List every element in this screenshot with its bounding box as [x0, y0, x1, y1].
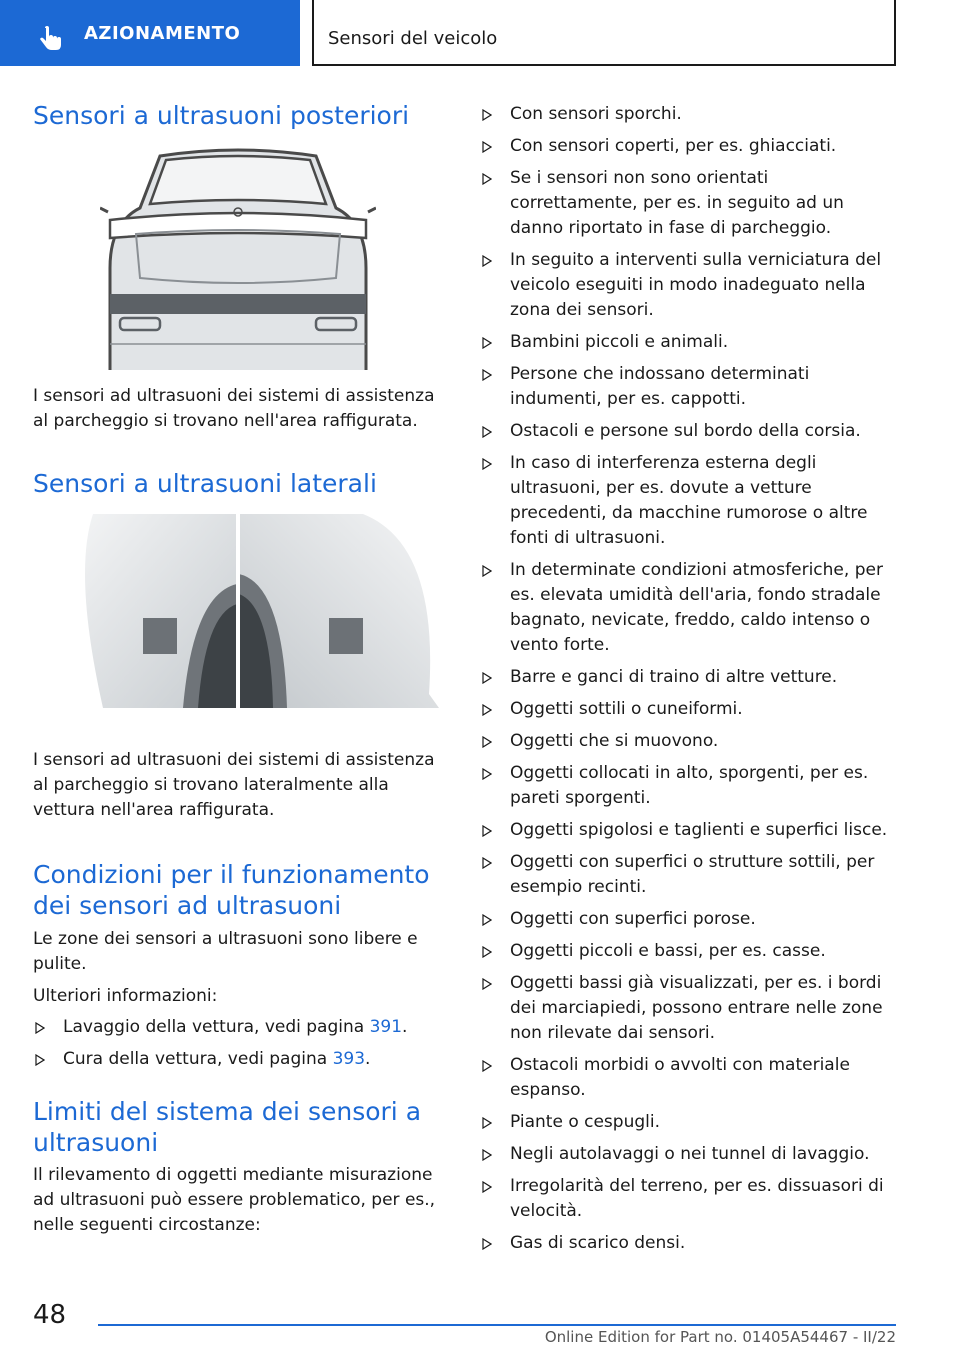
- paragraph-side-sensors: I sensori ad ultrasuoni dei sistemi di assistenza al parcheggio si trovano lateralmente alla vettura nell'area raffigurata.: [33, 750, 435, 820]
- triangle-bullet-icon: [482, 565, 492, 577]
- triangle-bullet-icon: [35, 1022, 45, 1034]
- triangle-bullet-icon: [482, 1181, 492, 1193]
- list-item-text: Ostacoli e persone sul bordo della corsia.: [510, 421, 861, 441]
- triangle-bullet-icon: [482, 857, 492, 869]
- list-item-text: In determinate condizioni atmosferiche, per es. elevata umidità dell'aria, fondo stradale bagnato, nevicate, freddo, caldo intenso o vento forte.: [510, 560, 883, 655]
- list-item: [480, 665, 900, 690]
- list-item-text: Persone che indossano determinati indumenti, per es. cappotti.: [510, 364, 810, 409]
- page-link-391[interactable]: 391: [369, 1017, 403, 1037]
- triangle-bullet-icon: [482, 768, 492, 780]
- heading-limits: Limiti del sistema dei sensori a ultrasuoni: [33, 1097, 422, 1157]
- list-item: [480, 729, 900, 754]
- list-item-text: Gas di scarico densi.: [510, 1233, 686, 1253]
- list-item: [480, 939, 900, 964]
- list-item-text: Oggetti che si muovono.: [510, 731, 719, 751]
- list-item-text: Se i sensori non sono orientati correttamente, per es. in seguito ad un danno riportato in fase di parcheggio.: [510, 168, 844, 238]
- list-item-text: Con sensori coperti, per es. ghiacciati.: [510, 136, 837, 156]
- triangle-bullet-icon: [482, 1238, 492, 1250]
- list-item-text: Oggetti sottili o cuneiformi.: [510, 699, 743, 719]
- list-item: [33, 1015, 453, 1040]
- list-item-text: Oggetti bassi già visualizzati, per es. i bordi dei marciapiedi, possono entrare nelle zone non rilevate dai sensori.: [510, 973, 883, 1043]
- list-item: [480, 134, 900, 159]
- reference-end: .: [402, 1017, 408, 1037]
- reference-text: Lavaggio della vettura, vedi pagina: [63, 1017, 370, 1037]
- list-item-text: Ostacoli morbidi o avvolti con materiale espanso.: [510, 1055, 850, 1100]
- list-item: [480, 451, 900, 551]
- footer-divider: [98, 1324, 896, 1326]
- heading-rear-sensors: Sensori a ultrasuoni posteriori: [33, 101, 410, 130]
- reference-text: Cura della vettura, vedi pagina: [63, 1049, 333, 1069]
- page-link-393[interactable]: 393: [332, 1049, 366, 1069]
- list-item-text: Oggetti con superfici porose.: [510, 909, 756, 929]
- list-item: [33, 1047, 453, 1072]
- triangle-bullet-icon: [482, 369, 492, 381]
- page-number: 48: [33, 1300, 67, 1330]
- triangle-bullet-icon: [482, 458, 492, 470]
- triangle-bullet-icon: [482, 672, 492, 684]
- triangle-bullet-icon: [482, 914, 492, 926]
- list-item: [480, 850, 900, 900]
- list-item-text: Con sensori sporchi.: [510, 104, 682, 124]
- triangle-bullet-icon: [482, 426, 492, 438]
- list-item: [480, 907, 900, 932]
- limitations-list: [480, 102, 900, 1263]
- list-item-text: Bambini piccoli e animali.: [510, 332, 729, 352]
- list-item: [480, 971, 900, 1046]
- list-item: [480, 558, 900, 658]
- triangle-bullet-icon: [482, 825, 492, 837]
- list-item: [480, 330, 900, 355]
- heading-side-sensors: Sensori a ultrasuoni laterali: [33, 469, 377, 498]
- chapter-title: AZIONAMENTO: [84, 23, 241, 44]
- side-car-illustration: [73, 514, 439, 708]
- list-item: [480, 362, 900, 412]
- list-item: [480, 1110, 900, 1135]
- triangle-bullet-icon: [482, 978, 492, 990]
- reference-list: [33, 1015, 453, 1072]
- list-item: [480, 697, 900, 722]
- list-item-text: Barre e ganci di traino di altre vetture.: [510, 667, 838, 687]
- triangle-bullet-icon: [482, 1149, 492, 1161]
- list-item: [480, 818, 900, 843]
- list-item: [480, 102, 900, 127]
- list-item-text: Oggetti collocati in alto, sporgenti, per es. pareti sporgenti.: [510, 763, 869, 808]
- triangle-bullet-icon: [482, 109, 492, 121]
- chapter-tab: [0, 0, 300, 66]
- list-item-text: In caso di interferenza esterna degli ultrasuoni, per es. dovute a vetture precedenti, da macchine rumorose o altre fonti di ultrasuoni.: [510, 453, 868, 548]
- triangle-bullet-icon: [482, 1117, 492, 1129]
- page-header: [0, 0, 960, 66]
- triangle-bullet-icon: [482, 946, 492, 958]
- list-item: [480, 1053, 900, 1103]
- triangle-bullet-icon: [482, 337, 492, 349]
- list-item-text: Oggetti piccoli e bassi, per es. casse.: [510, 941, 826, 961]
- list-item-text: Oggetti con superfici o strutture sottili, per esempio recinti.: [510, 852, 875, 897]
- list-item: [480, 166, 900, 241]
- rear-car-illustration: [100, 148, 376, 370]
- triangle-bullet-icon: [482, 736, 492, 748]
- paragraph-more-info: Ulteriori informazioni:: [33, 986, 218, 1006]
- section-title: Sensori del veicolo: [328, 28, 498, 49]
- list-item: [480, 761, 900, 811]
- triangle-bullet-icon: [482, 173, 492, 185]
- list-item-text: Piante o cespugli.: [510, 1112, 660, 1132]
- list-item-text: In seguito a interventi sulla verniciatura del veicolo eseguiti in modo inadeguato nella zona dei sensori.: [510, 250, 882, 320]
- paragraph-limits: Il rilevamento di oggetti mediante misurazione ad ultrasuoni può essere problematico, per es., nelle seguenti circostanze:: [33, 1165, 436, 1235]
- edition-note: Online Edition for Part no. 01405A54467 - II/22: [544, 1328, 896, 1346]
- triangle-bullet-icon: [35, 1054, 45, 1066]
- paragraph-conditions: Le zone dei sensori a ultrasuoni sono libere e pulite.: [33, 929, 418, 974]
- triangle-bullet-icon: [482, 1060, 492, 1072]
- list-item: [480, 1231, 900, 1256]
- list-item: [480, 419, 900, 444]
- list-item-text: Irregolarità del terreno, per es. dissuasori di velocità.: [510, 1176, 884, 1221]
- list-item-text: Oggetti spigolosi e taglienti e superfici lisce.: [510, 820, 888, 840]
- list-item: [480, 1174, 900, 1224]
- list-item: [480, 248, 900, 323]
- hand-pointer-icon: [38, 26, 64, 52]
- list-item: [480, 1142, 900, 1167]
- heading-conditions: Condizioni per il funzionamento dei sensori ad ultrasuoni: [33, 860, 430, 920]
- triangle-bullet-icon: [482, 704, 492, 716]
- list-item-text: Negli autolavaggi o nei tunnel di lavaggio.: [510, 1144, 870, 1164]
- paragraph-rear-sensors: I sensori ad ultrasuoni dei sistemi di assistenza al parcheggio si trovano nell'area raffigurata.: [33, 386, 435, 431]
- triangle-bullet-icon: [482, 141, 492, 153]
- section-tab: [312, 0, 896, 66]
- reference-end: .: [365, 1049, 371, 1069]
- triangle-bullet-icon: [482, 255, 492, 267]
